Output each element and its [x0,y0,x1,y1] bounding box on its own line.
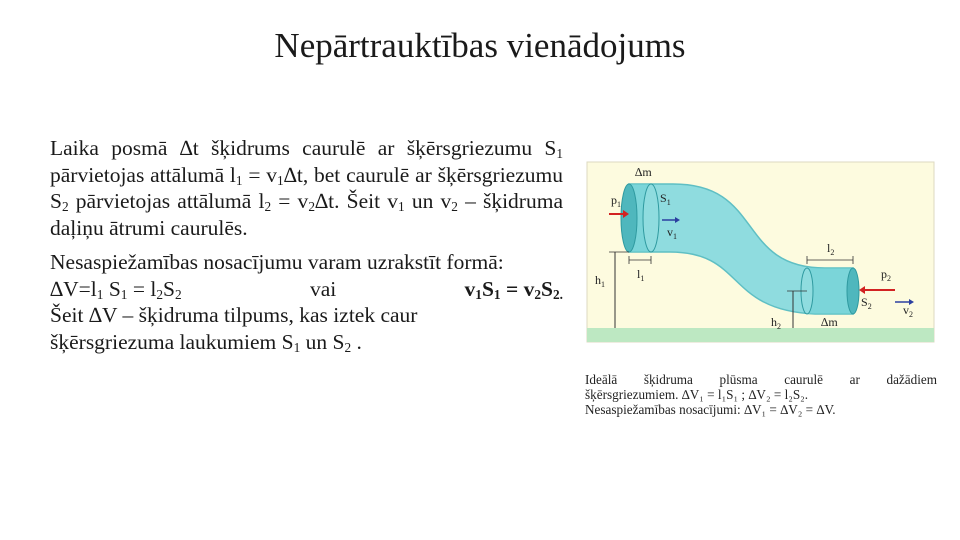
volume-equation: $\Delta V=l_1$ $S_1 = l_2S_2$ [50,276,182,302]
caption-line1: Ideālā šķidruma plūsma caurulē ar dažādiem [585,372,937,387]
paragraph-displacement: Laika posmā ∆t šķidrums caurulē ar šķērsgriezumu $S_1$ pārvietojas attālumā $l_1 = v_1\Delta t$, bet caurulē ar šķērsgriezumu $S_2$ pārvietojas attālumā $l_2 = v_2\Delta t$. Šeit $v_1$ un $v_2$ – šķidruma daļiņu ātrumi caurulēs. [50,136,563,240]
left-slug-end [643,184,659,252]
p1-label: $p_1$ [611,193,621,209]
left-cross-section [621,184,637,252]
h2-label: $h_2$ [771,315,781,331]
dm-top-label: ∆m [635,165,652,179]
caption-line2: šķērsgriezumiem. ∆V₁ = l₁S₁ ; ∆V₂ = l₂S₂. [585,387,809,402]
pipe-flow-figure [585,160,938,430]
figure-caption [585,372,937,417]
v2-label: $v_2$ [903,303,913,319]
slide-body-text [50,135,563,355]
l1-label: $l_1$ [637,267,645,283]
volume-explanation-line1: Šeit ∆V – šķidruma tilpums, kas iztek caur [50,303,418,327]
paragraph-incompressibility: Nesaspiežamības nosacījumu varam uzrakstīt formā: [50,250,504,274]
ground-strip [587,328,934,342]
volume-explanation-line2: šķērsgriezuma laukumiem $S_1$ un $S_2$ . [50,329,362,355]
s2-label: $S_2$ [861,295,872,311]
right-cross-section [847,268,859,314]
s1-label: $S_1$ [660,191,671,207]
l2-label: $l_2$ [827,241,835,257]
equation-line [50,276,563,303]
continuity-equation: $v_1S_1 = v_2S_{2.}$ [464,276,563,302]
right-fluid-slug [807,268,853,314]
pipe-flow-diagram [585,160,938,370]
dm-bottom-label: ∆m [821,315,838,329]
caption-line3: Nesaspiežamības nosacījumi: ∆V₁ = ∆V₂ = ∆V. [585,402,836,417]
v1-label: $v_1$ [667,225,677,241]
p2-label: $p_2$ [881,267,891,283]
slide-title: Nepārtrauktības vienādojums [274,26,686,65]
equation-connector: vai [309,276,337,301]
h1-label: $h_1$ [595,273,605,289]
